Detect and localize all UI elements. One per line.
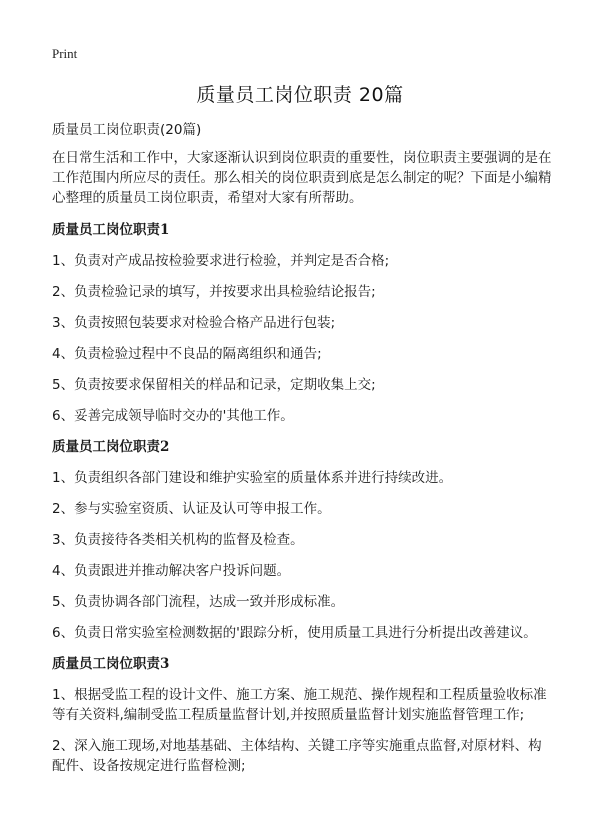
document-subtitle: 质量员工岗位职责(20篇) (52, 122, 202, 138)
list-item: 4、负责检验过程中不良品的隔离组织和通告; (52, 346, 322, 362)
list-item: 5、负责按要求保留相关的样品和记录，定期收集上交; (52, 377, 376, 393)
list-item: 2、深入施工现场,对地基基础、主体结构、关键工序等实施重点监督,对原材料、构配件、设备按规定进行监督检测; (52, 738, 542, 774)
list-item: 1、根据受监工程的设计文件、施工方案、施工规范、操作规程和工程质量验收标准等有关资料,编制受监工程质量监督计划,并按照质量监督计划实施监督管理工作; (52, 687, 547, 723)
list-item: 2、参与实验室资质、认证及认可等申报工作。 (52, 501, 331, 517)
section-heading: 质量员工岗位职责3 (52, 656, 170, 672)
list-item: 4、负责跟进并推动解决客户投诉问题。 (52, 563, 291, 579)
list-item: 1、负责对产成品按检验要求进行检验，并判定是否合格; (52, 253, 390, 269)
print-link[interactable]: Print (52, 46, 78, 61)
list-item: 5、负责协调各部门流程，达成一致并形成标准。 (52, 594, 345, 610)
section-heading: 质量员工岗位职责1 (52, 222, 170, 238)
list-item: 2、负责检验记录的填写，并按要求出具检验结论报告; (52, 284, 376, 300)
list-item: 6、负责日常实验室检测数据的'跟踪分析，使用质量工具进行分析提出改善建议。 (52, 625, 537, 641)
list-item: 6、妥善完成领导临时交办的'其他工作。 (52, 408, 294, 424)
section-3 (52, 654, 552, 776)
list-item: 3、负责按照包装要求对检验合格产品进行包装; (52, 315, 336, 331)
section-heading: 质量员工岗位职责2 (52, 439, 170, 455)
page-title: 质量员工岗位职责 20篇 (196, 84, 404, 106)
document-body (52, 120, 552, 787)
intro-paragraph: 在日常生活和工作中，大家逐渐认识到岗位职责的重要性，岗位职责主要强调的是在工作范围内所应尽的责任。那么相关的岗位职责到底是怎么制定的呢？下面是小编精心整理的质量员工岗位职责，希望对大家有所帮助。 (52, 150, 552, 206)
list-item: 1、负责组织各部门建设和维护实验室的质量体系并进行持续改进。 (52, 470, 453, 486)
section-1 (52, 220, 552, 426)
section-2 (52, 437, 552, 643)
list-item: 3、负责接待各类相关机构的监督及检查。 (52, 532, 304, 548)
